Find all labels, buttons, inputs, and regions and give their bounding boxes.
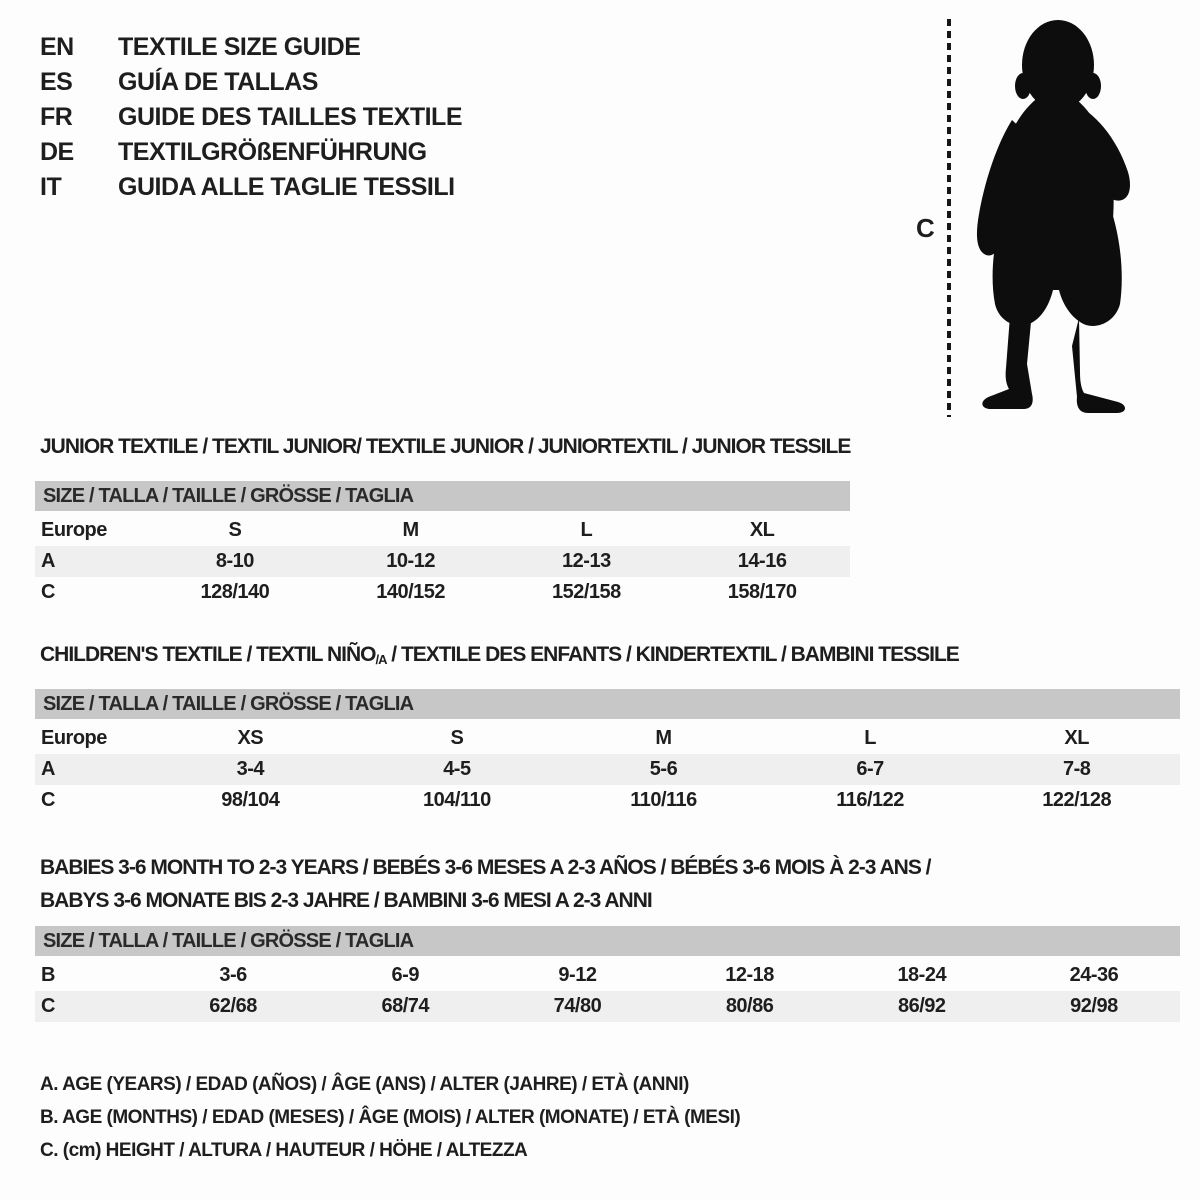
table-cell: 140/152 [376, 581, 446, 603]
table-cell: 98/104 [221, 789, 280, 811]
table-cell: L [864, 727, 876, 749]
table-row [35, 754, 1180, 785]
table-cell: 128/140 [200, 581, 270, 603]
table-cell: 10-12 [386, 550, 435, 572]
table-cell: 104/110 [423, 789, 491, 811]
row-label: Europe [41, 727, 107, 749]
babies-size-table [35, 926, 1180, 1022]
section-title-text: CHILDREN'S TEXTILE / TEXTIL NIÑO [40, 643, 376, 666]
language-code: DE [40, 138, 74, 166]
language-row [40, 135, 462, 170]
table-cell: 18-24 [897, 964, 947, 986]
language-title-block [40, 30, 462, 205]
row-label: C [41, 581, 55, 603]
table-cell: 8-10 [215, 550, 254, 572]
table-cell: 74/80 [553, 995, 602, 1017]
table-cell: M [402, 519, 419, 541]
language-code: FR [40, 103, 73, 131]
row-label: C [41, 789, 55, 811]
table-row [35, 991, 1180, 1022]
row-label: C [41, 995, 55, 1017]
language-code: ES [40, 68, 73, 96]
table-cell: 6-7 [856, 758, 884, 780]
section-title-subscript: /A [375, 652, 387, 667]
junior-table-body [35, 515, 850, 608]
table-row [35, 546, 850, 577]
size-header-bar: SIZE / TALLA / TAILLE / GRÖSSE / TAGLIA [35, 689, 1180, 719]
row-label: Europe [41, 519, 107, 541]
table-cell: XS [237, 727, 264, 749]
height-dashed-line-icon [946, 19, 952, 417]
table-cell: XL [1064, 727, 1089, 749]
table-cell: 4-5 [443, 758, 471, 780]
language-title: GUÍA DE TALLAS [118, 68, 318, 96]
table-cell: S [450, 727, 464, 749]
table-cell: S [228, 519, 242, 541]
table-cell: 3-6 [219, 964, 247, 986]
language-title: GUIDA ALLE TAGLIE TESSILI [118, 173, 455, 201]
table-cell: 158/170 [727, 581, 797, 603]
table-cell: 12-13 [562, 550, 611, 572]
children-table-body [35, 723, 1180, 816]
size-header-bar: SIZE / TALLA / TAILLE / GRÖSSE / TAGLIA [35, 926, 1180, 956]
language-title: TEXTILE SIZE GUIDE [118, 33, 361, 61]
language-code: IT [40, 173, 62, 201]
toddler-silhouette-icon [966, 16, 1138, 418]
language-code: EN [40, 33, 74, 61]
footnote-height-cm: C. (cm) HEIGHT / ALTURA / HAUTEUR / HÖHE / ALTEZZA [40, 1139, 528, 1161]
table-cell: L [580, 519, 593, 541]
babies-table-body [35, 960, 1180, 1022]
row-label: B [41, 964, 55, 986]
footnotes-block [40, 1068, 740, 1167]
table-row [35, 515, 850, 546]
table-cell: 24-36 [1069, 964, 1119, 986]
table-cell: 80/86 [725, 995, 774, 1017]
children-size-table [35, 689, 1180, 816]
language-title: TEXTILGRÖßENFÜHRUNG [118, 138, 427, 166]
table-cell: 92/98 [1070, 995, 1118, 1017]
table-cell: 12-18 [725, 964, 774, 986]
row-label: A [41, 550, 55, 572]
table-cell: 86/92 [897, 995, 946, 1017]
table-row [35, 785, 1180, 816]
junior-size-table [35, 481, 850, 608]
table-cell: 152/158 [551, 581, 621, 603]
section-title-line: BABYS 3-6 MONATE BIS 2-3 JAHRE / BAMBINI 3-6 MESI A 2-3 ANNI [40, 889, 652, 912]
table-cell: 110/116 [630, 789, 697, 811]
section-title-babies [40, 851, 931, 917]
table-cell: 68/74 [381, 995, 430, 1017]
language-title: GUIDE DES TAILLES TEXTILE [118, 103, 463, 131]
language-row [40, 65, 462, 100]
table-cell: M [655, 727, 672, 749]
table-row [35, 960, 1180, 991]
table-row [35, 723, 1180, 754]
table-cell: 14-16 [737, 550, 787, 572]
language-row [40, 30, 462, 65]
size-header-bar: SIZE / TALLA / TAILLE / GRÖSSE / TAGLIA [35, 481, 850, 511]
section-title-junior: JUNIOR TEXTILE / TEXTIL JUNIOR/ TEXTILE JUNIOR / JUNIORTEXTIL / JUNIOR TESSILE [40, 435, 851, 458]
section-title-line: BABIES 3-6 MONTH TO 2-3 YEARS / BEBÉS 3-6 MESES A 2-3 AÑOS / BÉBÉS 3-6 MOIS À 2-3 ANS / [40, 856, 931, 879]
language-row [40, 170, 462, 205]
table-cell: 3-4 [236, 758, 264, 780]
table-cell: 62/68 [209, 995, 257, 1017]
table-row [35, 577, 850, 608]
row-label: A [41, 758, 55, 780]
section-title-text: / TEXTILE DES ENFANTS / KINDERTEXTIL / BAMBINI TESSILE [386, 643, 959, 666]
table-cell: 122/128 [1042, 789, 1112, 811]
table-cell: XL [749, 519, 775, 541]
footnote-age-months: B. AGE (MONTHS) / EDAD (MESES) / ÂGE (MOIS) / ALTER (MONATE) / ETÀ (MESI) [40, 1106, 741, 1128]
table-cell: 116/122 [836, 789, 904, 811]
language-row [40, 100, 462, 135]
table-cell: 7-8 [1062, 758, 1091, 780]
footnote-age-years: A. AGE (YEARS) / EDAD (AÑOS) / ÂGE (ANS) / ALTER (JAHRE) / ETÀ (ANNI) [40, 1073, 689, 1095]
table-cell: 6-9 [391, 964, 419, 986]
table-cell: 5-6 [649, 758, 678, 780]
height-measure-label: C [916, 213, 935, 243]
section-title-children [40, 643, 959, 667]
table-cell: 9-12 [558, 964, 597, 986]
